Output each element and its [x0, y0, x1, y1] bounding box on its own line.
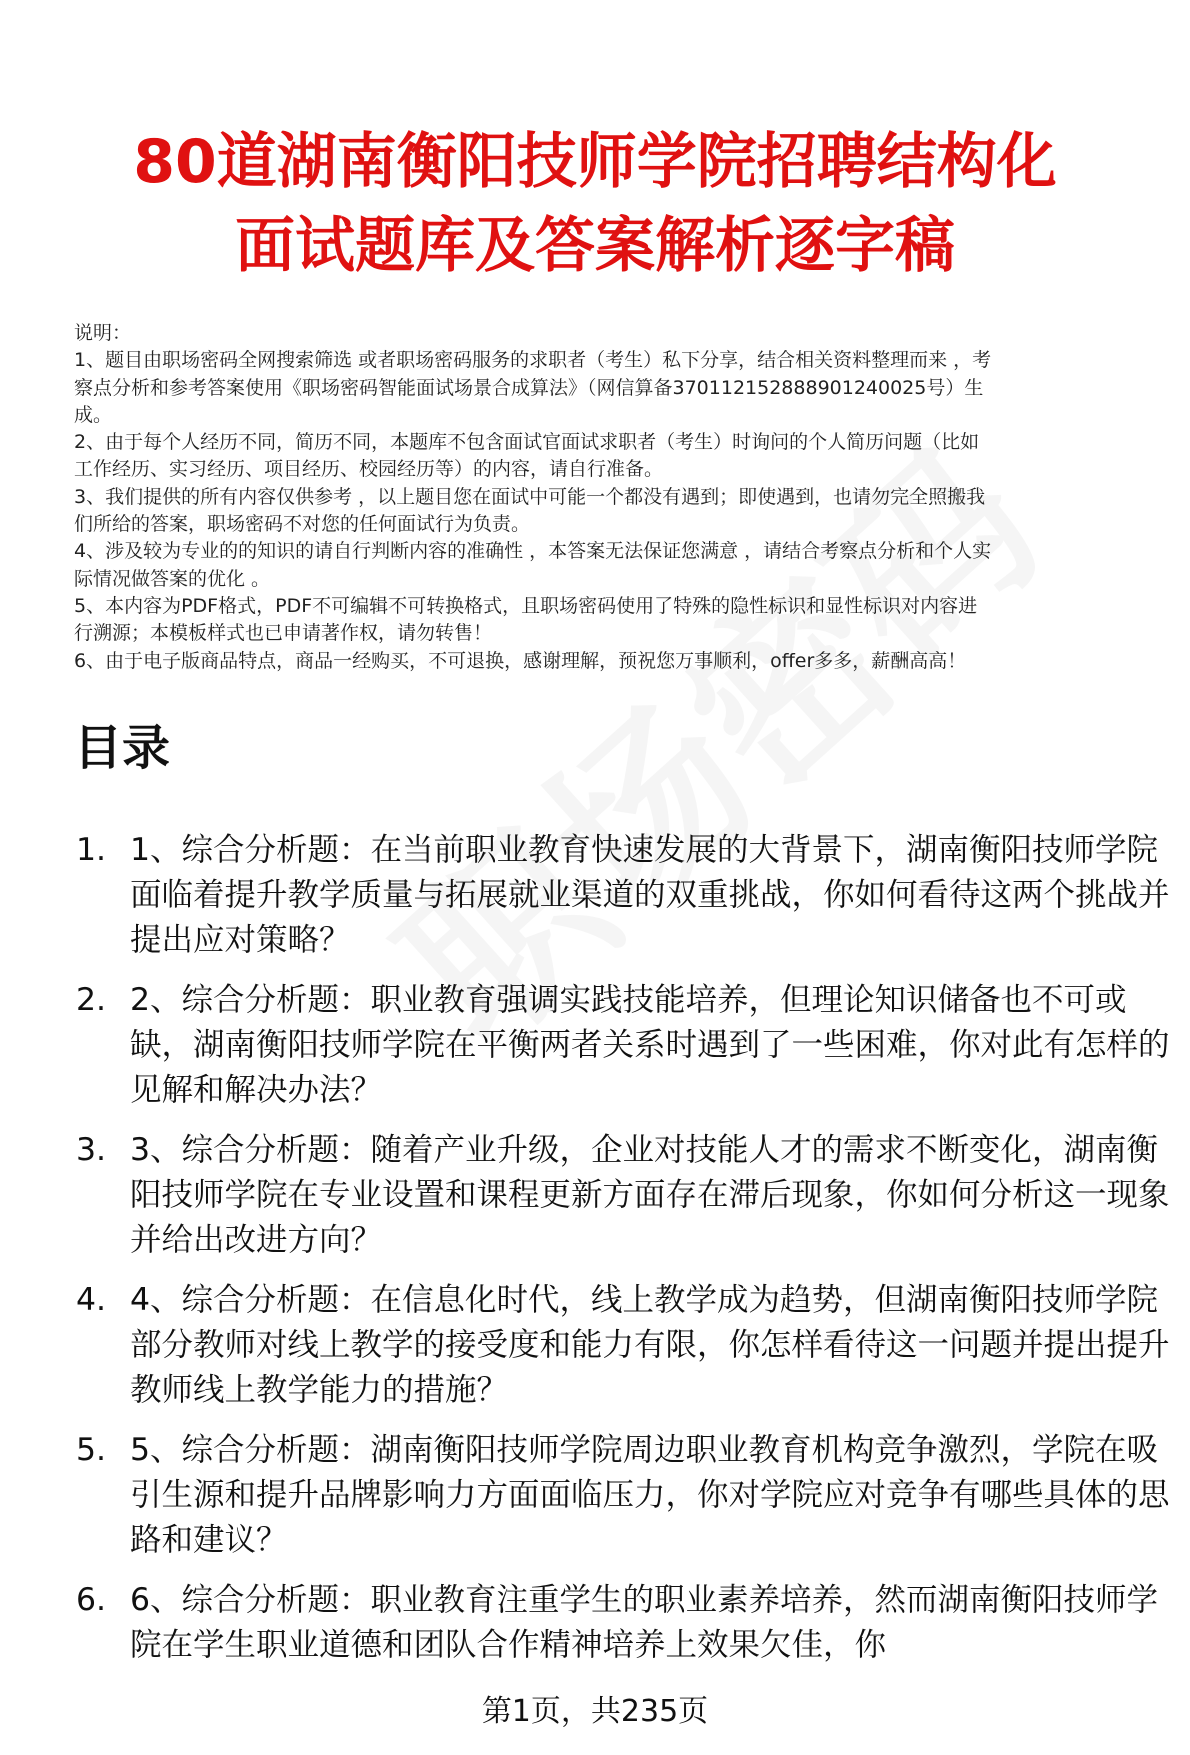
toc-item-text[interactable]: 5、综合分析题：湖南衡阳技师学院周边职业教育机构竞争激烈，学院在吸引生源和提升品牌影响力方面面临压力，你对学院应对竞争有哪些具体的思路和建议？ [130, 1432, 1170, 1558]
toc-item-text[interactable]: 3、综合分析题：随着产业升级，企业对技能人才的需求不断变化，湖南衡阳技师学院在专业设置和课程更新方面存在滞后现象，你如何分析这一现象并给出改进方向？ [130, 1132, 1170, 1258]
toc-item-number: 6. [76, 1582, 107, 1618]
notes-section [74, 320, 1159, 675]
toc-item-text[interactable]: 6、综合分析题：职业教育注重学生的职业素养培养，然而湖南衡阳技师学院在学生职业道德和团队合作精神培养上效果欠佳，你 [130, 1582, 1159, 1663]
notes-line: 工作经历、实习经历、项目经历、校园经历等）的内容，请自行准备。 [74, 458, 664, 481]
toc-item-text[interactable]: 4、综合分析题：在信息化时代，线上教学成为趋势，但湖南衡阳技师学院部分教师对线上教学的接受度和能力有限，你怎样看待这一问题并提出提升教师线上教学能力的措施？ [130, 1282, 1170, 1408]
document-title [40, 120, 1150, 288]
toc-item[interactable] [76, 828, 1171, 978]
notes-line: 1、题目由职场密码全网搜索筛选 或者职场密码服务的求职者（考生）私下分享，结合相关资料整理而来 ，考 [74, 349, 992, 372]
notes-line: 6、由于电子版商品特点，商品一经购买，不可退换，感谢理解，预祝您万事顺利，offer多多，薪酬高高！ [74, 649, 967, 672]
toc-item[interactable] [76, 1128, 1171, 1278]
toc-heading: 目录 [74, 720, 171, 776]
toc-item-text[interactable]: 2、综合分析题：职业教育强调实践技能培养，但理论知识储备也不可或缺，湖南衡阳技师学院在平衡两者关系时遇到了一些困难，你对此有怎样的见解和解决办法？ [130, 982, 1170, 1108]
toc-item-number: 3. [76, 1132, 107, 1168]
toc-item-number: 5. [76, 1432, 107, 1468]
page-indicator: 第1页，共235页 [481, 1694, 709, 1729]
toc-item-number: 1. [76, 832, 107, 868]
toc-item[interactable] [76, 1278, 1171, 1428]
notes-heading: 说明： [74, 322, 132, 344]
toc-item[interactable] [76, 1428, 1171, 1578]
title-line-1: 80道湖南衡阳技师学院招聘结构化 [133, 127, 1057, 197]
notes-line: 2、由于每个人经历不同，简历不同，本题库不包含面试官面试求职者（考生）时询问的个人简历问题（比如 [74, 431, 980, 454]
notes-line: 4、涉及较为专业的的知识的请自行判断内容的准确性 ，本答案无法保证您满意 ，请结合考察点分析和个人实 [74, 540, 992, 563]
toc-item-text[interactable]: 1、综合分析题：在当前职业教育快速发展的大背景下，湖南衡阳技师学院面临着提升教学质量与拓展就业渠道的双重挑战，你如何看待这两个挑战并提出应对策略？ [130, 832, 1170, 958]
toc-item[interactable] [76, 1578, 1171, 1673]
notes-line: 们所给的答案，职场密码不对您的任何面试行为负责。 [74, 513, 531, 536]
notes-line: 3、我们提供的所有内容仅供参考 ，以上题目您在面试中可能一个都没有遇到；即使遇到，也请勿完全照搬我 [74, 485, 986, 508]
notes-line: 际情况做答案的优化 。 [74, 567, 271, 590]
notes-line: 察点分析和参考答案使用《职场密码智能面试场景合成算法》（网信算备370112152888901240025号）生 [74, 376, 984, 399]
notes-line: 5、本内容为PDF格式，PDF不可编辑不可转换格式，且职场密码使用了特殊的隐性标识和显性标识对内容进 [74, 594, 978, 617]
notes-line: 成。 [74, 403, 113, 426]
toc-list [76, 828, 1171, 1673]
notes-line: 行溯源；本模板样式也已申请著作权，请勿转售！ [74, 622, 493, 645]
toc-item-number: 2. [76, 982, 107, 1018]
title-line-2: 面试题库及答案解析逐字稿 [235, 211, 955, 281]
toc-item-number: 4. [76, 1282, 107, 1318]
toc-item[interactable] [76, 978, 1171, 1128]
